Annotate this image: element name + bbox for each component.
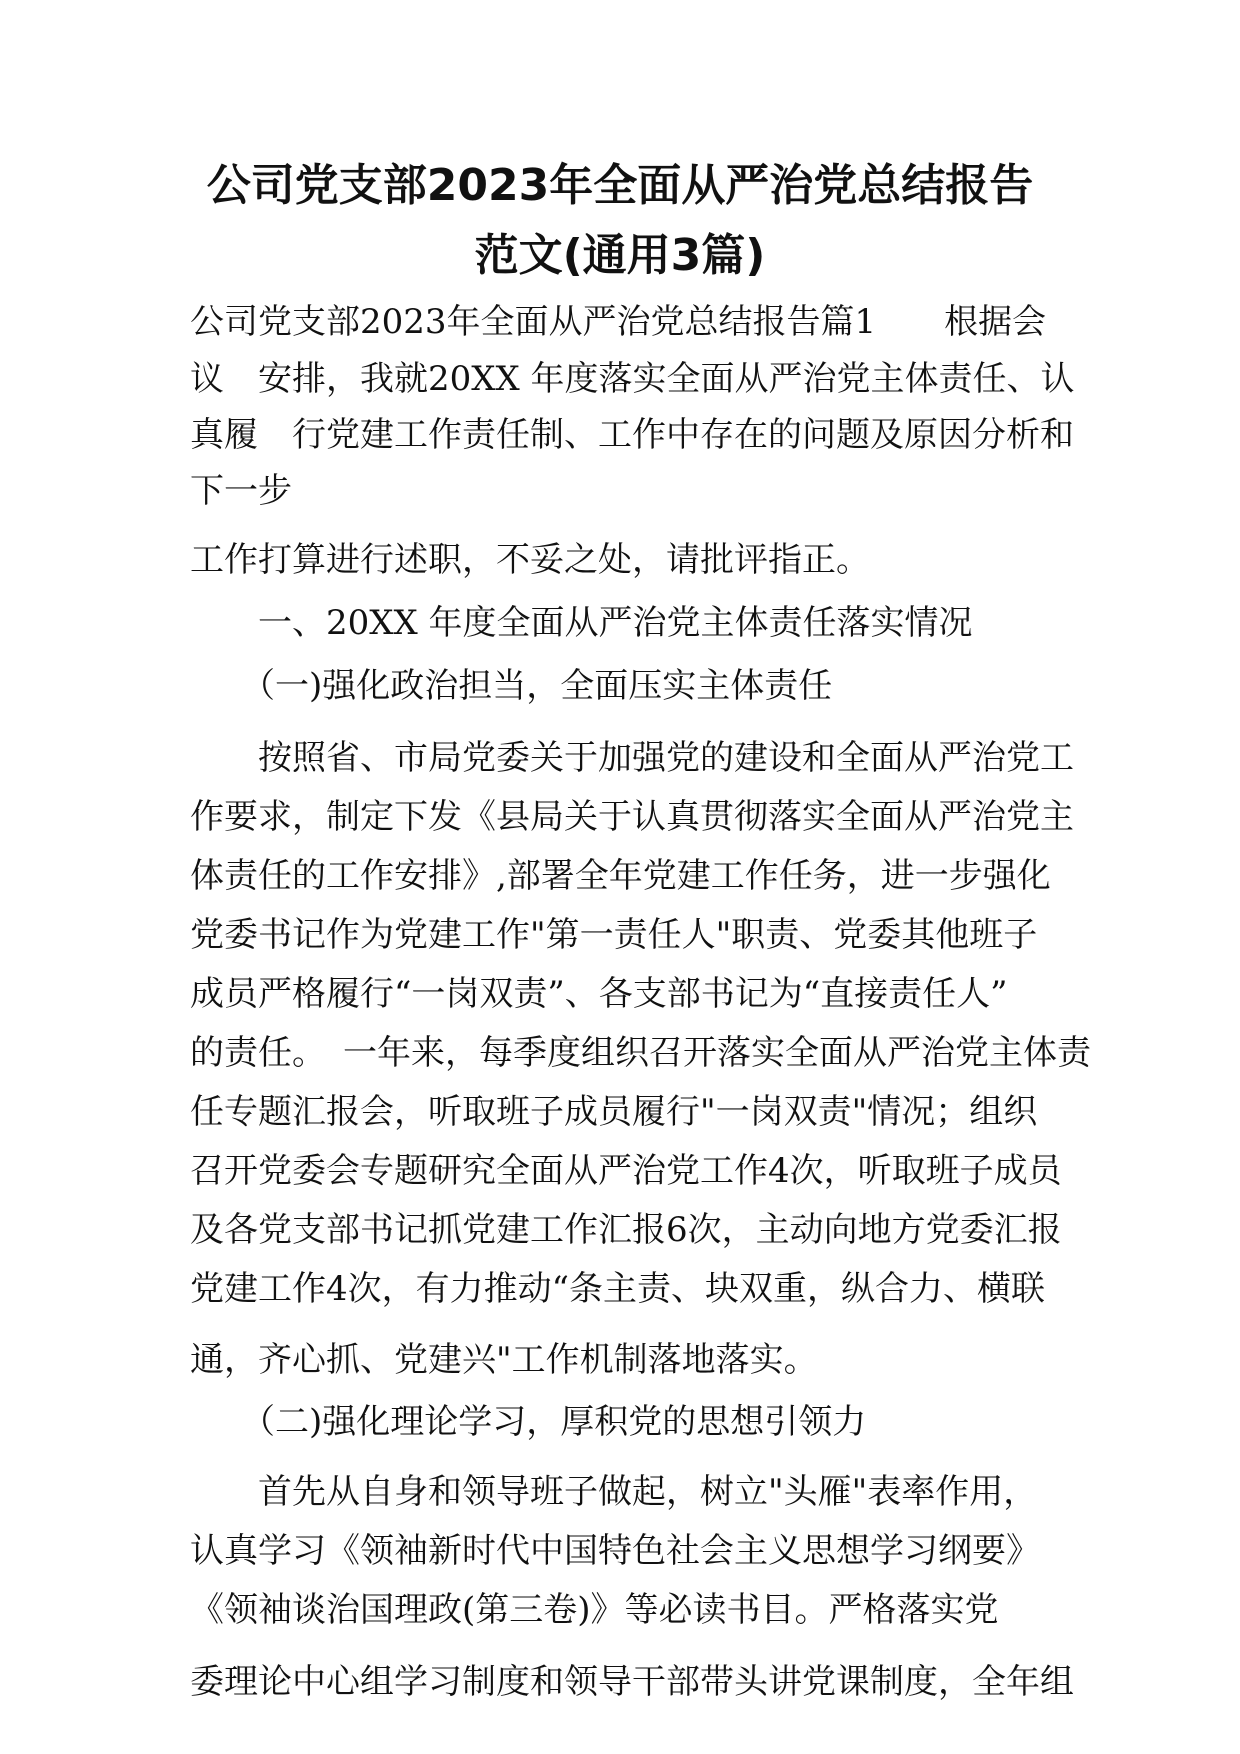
- body-line-6: 按照省、市局党委关于加强党的建设和全面从严治党工: [190, 738, 1074, 778]
- body-line-9: 党委书记作为党建工作"第一责任人"职责、党委其他班子: [190, 915, 1038, 955]
- section-heading-1: 一、20XX 年度全面从严治党主体责任落实情况: [190, 603, 973, 643]
- body-line-5: 工作打算进行述职，不妥之处，请批评指正。: [190, 540, 870, 580]
- document-title-line-1: 公司党支部2023年全面从严治党总结报告: [206, 160, 1034, 211]
- subsection-heading-1: （一)强化政治担当，全面压实主体责任: [190, 666, 833, 706]
- subsection-heading-2: （二)强化理论学习，厚积党的思想引领力: [190, 1402, 867, 1442]
- body-line-17: 首先从自身和领导班子做起，树立"头雁"表率作用，: [190, 1472, 1038, 1512]
- body-line-7: 作要求，制定下发《县局关于认真贯彻落实全面从严治党主: [190, 797, 1074, 837]
- body-line-20: 委理论中心组学习制度和领导干部带头讲党课制度，全年组: [190, 1662, 1074, 1702]
- document-title-line-2: 范文(通用3篇): [474, 230, 766, 281]
- body-line-2: 议 安排，我就20XX 年度落实全面从严治党主体责任、认: [190, 359, 1075, 399]
- body-line-12: 任专题汇报会，听取班子成员履行"一岗双责"情况；组织: [190, 1092, 1038, 1132]
- body-line-19: 《领袖谈治国理政(第三卷)》等必读书目。严格落实党: [190, 1590, 999, 1630]
- body-line-10: 成员严格履行“一岗双责”、各支部书记为“直接责任人”: [190, 974, 1008, 1014]
- body-line-14: 及各党支部书记抓党建工作汇报6次，主动向地方党委汇报: [190, 1210, 1062, 1250]
- body-line-11: 的责任。 一年来，每季度组织召开落实全面从严治党主体责: [190, 1033, 1091, 1073]
- body-line-1: 公司党支部2023年全面从严治党总结报告篇1 根据会: [190, 302, 1047, 342]
- body-line-13: 召开党委会专题研究全面从严治党工作4次，听取班子成员: [190, 1151, 1062, 1191]
- body-line-3: 真履 行党建工作责任制、工作中存在的问题及原因分析和: [190, 415, 1074, 455]
- body-line-18: 认真学习《领袖新时代中国特色社会主义思想学习纲要》: [190, 1531, 1040, 1571]
- body-line-16: 通，齐心抓、党建兴"工作机制落地落实。: [190, 1340, 818, 1380]
- body-line-15: 党建工作4次，有力推动“条主责、块双重，纵合力、横联: [190, 1269, 1046, 1309]
- body-line-8: 体责任的工作安排》,部署全年党建工作任务，进一步强化: [190, 856, 1051, 896]
- body-line-4: 下一步: [190, 471, 292, 511]
